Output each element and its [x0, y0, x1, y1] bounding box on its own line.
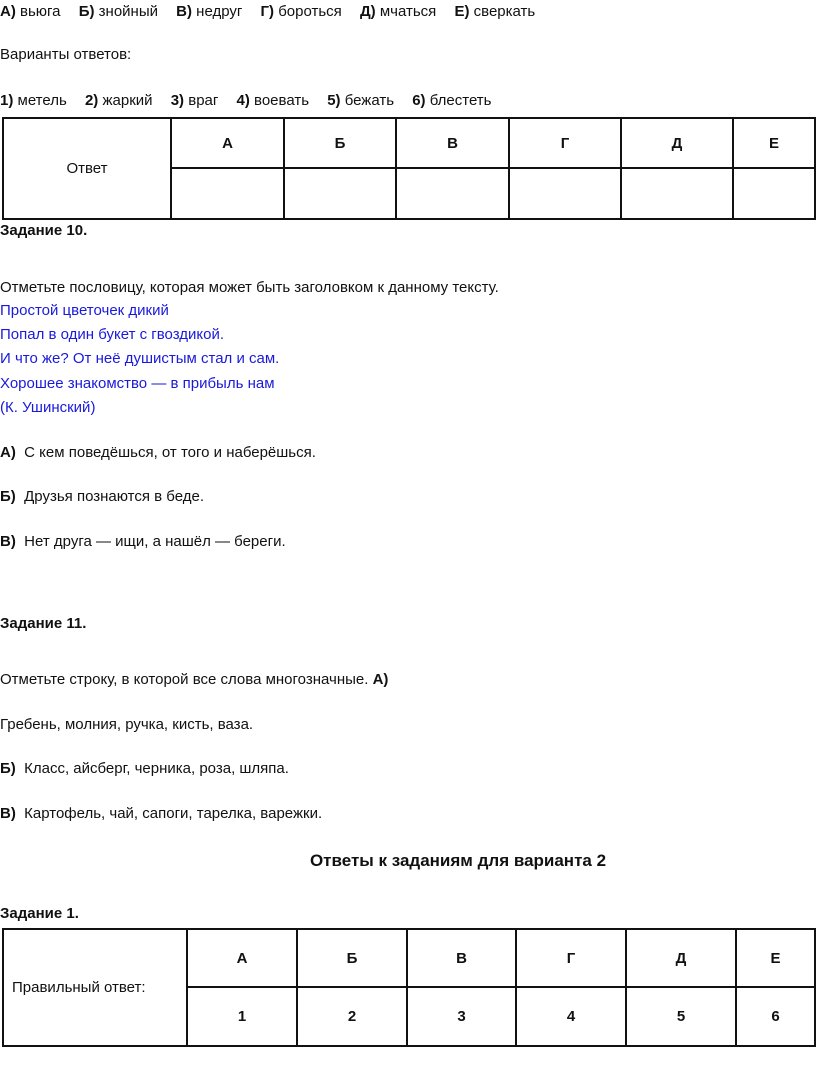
header-cell: Г [516, 929, 626, 987]
poem-line: Простой цветочек дикий [0, 302, 169, 319]
item-letter: А) [0, 3, 16, 20]
task11-heading: Задание 11. [0, 615, 87, 632]
answer-cell[interactable] [509, 168, 621, 219]
option-num: 3) [170, 92, 185, 109]
poem-author: (К. Ушинский) [0, 399, 96, 416]
item-letter: В) [176, 3, 192, 20]
task10-heading: Задание 10. [0, 222, 88, 239]
item-letter: Г) [260, 3, 275, 20]
option-letter: В) [0, 805, 16, 822]
header-cell: Д [626, 929, 736, 987]
answer-cell[interactable] [733, 168, 815, 219]
header-cell: Д [621, 118, 733, 168]
option-num: 4) [236, 92, 250, 109]
poem-line: И что же? От неё душистым стал и сам. [0, 350, 280, 367]
task11-question [0, 671, 388, 689]
header-cell: Б [284, 118, 396, 168]
row-label: Правильный ответ: [3, 929, 187, 1046]
task10-option-a[interactable] [0, 444, 316, 462]
option-word: блестеть [429, 92, 492, 109]
task10-option-b[interactable] [0, 488, 204, 506]
task11-option-a[interactable]: Гребень, молния, ручка, кисть, ваза. [0, 716, 254, 733]
option-text: Картофель, чай, сапоги, тарелка, варежки. [24, 805, 323, 822]
option-text: Нет друга — ищи, а нашёл — береги. [24, 533, 286, 550]
header-cell: В [396, 118, 509, 168]
answers-title: Ответы к заданиям для варианта 2 [309, 851, 607, 870]
answer-cell: 6 [736, 987, 815, 1046]
item-word: бороться [278, 3, 342, 20]
option-text: Класс, айсберг, черника, роза, шляпа. [24, 760, 289, 777]
answer-cell: 5 [626, 987, 736, 1046]
item-word: мчаться [379, 3, 437, 20]
answer-cell[interactable] [284, 168, 396, 219]
task11-option-v[interactable] [0, 805, 322, 823]
poem-line: Попал в один букет с гвоздикой. [0, 326, 225, 343]
option-word: жаркий [102, 92, 153, 109]
task10-option-v[interactable] [0, 533, 286, 551]
answer-table-key [2, 928, 816, 1047]
variants-label: Варианты ответов: [0, 46, 132, 63]
option-letter: В) [0, 533, 16, 550]
item-word: знойный [98, 3, 158, 20]
answer-cell: 1 [187, 987, 297, 1046]
option-letter: Б) [0, 760, 16, 777]
option-num: 6) [412, 92, 426, 109]
answer-cell[interactable] [396, 168, 509, 219]
header-cell: Б [297, 929, 407, 987]
option-word: бежать [344, 92, 395, 109]
option-num: 1) [0, 92, 14, 109]
task9-options [0, 92, 491, 110]
task11-option-b[interactable] [0, 760, 289, 778]
option-text: Друзья познаются в беде. [24, 488, 204, 505]
option-num: 2) [84, 92, 99, 109]
option-word: метель [17, 92, 67, 109]
item-word: недруг [196, 3, 243, 20]
item-letter: Б) [78, 3, 95, 20]
header-cell: В [407, 929, 516, 987]
row-label: Ответ [3, 118, 171, 219]
option-text: С кем поведёшься, от того и наберёшься. [24, 444, 316, 461]
option-word: враг [188, 92, 219, 109]
item-word: сверкать [473, 3, 536, 20]
option-letter: Б) [0, 488, 16, 505]
answers-heading: Задание 1. [0, 905, 79, 922]
header-cell: А [187, 929, 297, 987]
header-cell: Г [509, 118, 621, 168]
task9-items [0, 3, 535, 21]
item-word: вьюга [20, 3, 61, 20]
item-letter: Е) [454, 3, 470, 20]
answer-cell: 3 [407, 987, 516, 1046]
answer-cell: 2 [297, 987, 407, 1046]
item-letter: Д) [359, 3, 376, 20]
option-letter: А) [372, 671, 389, 688]
option-num: 5) [327, 92, 341, 109]
answer-cell[interactable] [171, 168, 284, 219]
question-text: Отметьте строку, в которой все слова многозначные. [0, 671, 369, 688]
header-cell: Е [736, 929, 815, 987]
header-cell: Е [733, 118, 815, 168]
answer-table-task9 [2, 117, 816, 220]
header-cell: А [171, 118, 284, 168]
option-word: воевать [254, 92, 310, 109]
option-letter: А) [0, 444, 16, 461]
poem-line: Хорошее знакомство — в прибыль нам [0, 375, 275, 392]
answer-cell[interactable] [621, 168, 733, 219]
answer-cell: 4 [516, 987, 626, 1046]
task10-question: Отметьте пословицу, которая может быть заголовком к данному тексту. [0, 279, 499, 296]
